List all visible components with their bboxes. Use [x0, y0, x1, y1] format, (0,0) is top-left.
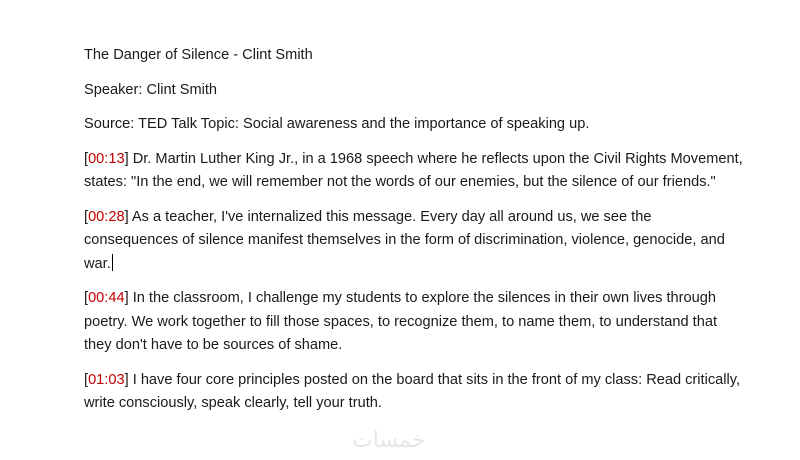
- entry-text: In the classroom, I challenge my students to explore the silences in their own lives through poetry. We work together to fill those spaces, to recognize them, to name them, to understand that they don't have to be sources of shame.: [84, 290, 718, 353]
- source-line: Source: TED Talk Topic: Social awareness and the importance of speaking up.: [84, 116, 590, 132]
- transcript-entry-3: [84, 287, 744, 358]
- entry-text: I have four core principles posted on the board that sits in the front of my class: Read critically, write consciously, speak clearly, tell your truth.: [84, 371, 740, 411]
- transcript-entry-2: [84, 206, 744, 277]
- bracket-open: [: [84, 290, 89, 306]
- text-cursor: [112, 254, 113, 271]
- transcript-entry-4: [84, 369, 744, 416]
- transcript-entry-1: [84, 148, 744, 195]
- timestamp: 00:44: [88, 290, 125, 306]
- bracket-close: ]: [124, 290, 129, 306]
- entry-text: As a teacher, I've internalized this message. Every day all around us, we see the consequences of silence manifest themselves in the form of discrimination, violence, genocide, and war.: [84, 208, 725, 272]
- bracket-close: ]: [124, 371, 129, 388]
- timestamp: 00:13: [88, 150, 125, 167]
- speaker-line: Speaker: Clint Smith: [84, 81, 218, 98]
- document-body[interactable]: [84, 44, 744, 427]
- timestamp: 01:03: [88, 371, 125, 388]
- timestamp: 00:28: [88, 208, 125, 225]
- bracket-open: [: [84, 371, 89, 388]
- bracket-open: [: [84, 208, 89, 225]
- document-title: The Danger of Silence - Clint Smith: [84, 47, 313, 63]
- bracket-open: [: [84, 150, 89, 167]
- entry-text: Dr. Martin Luther King Jr., in a 1968 speech where he reflects upon the Civil Rights Movement, states: "In the end, we will remember not the words of our enemies, but the silence of our friends.": [84, 150, 743, 190]
- watermark-logo: خمسات: [352, 428, 426, 453]
- bracket-close: ]: [124, 208, 129, 225]
- bracket-close: ]: [124, 150, 129, 167]
